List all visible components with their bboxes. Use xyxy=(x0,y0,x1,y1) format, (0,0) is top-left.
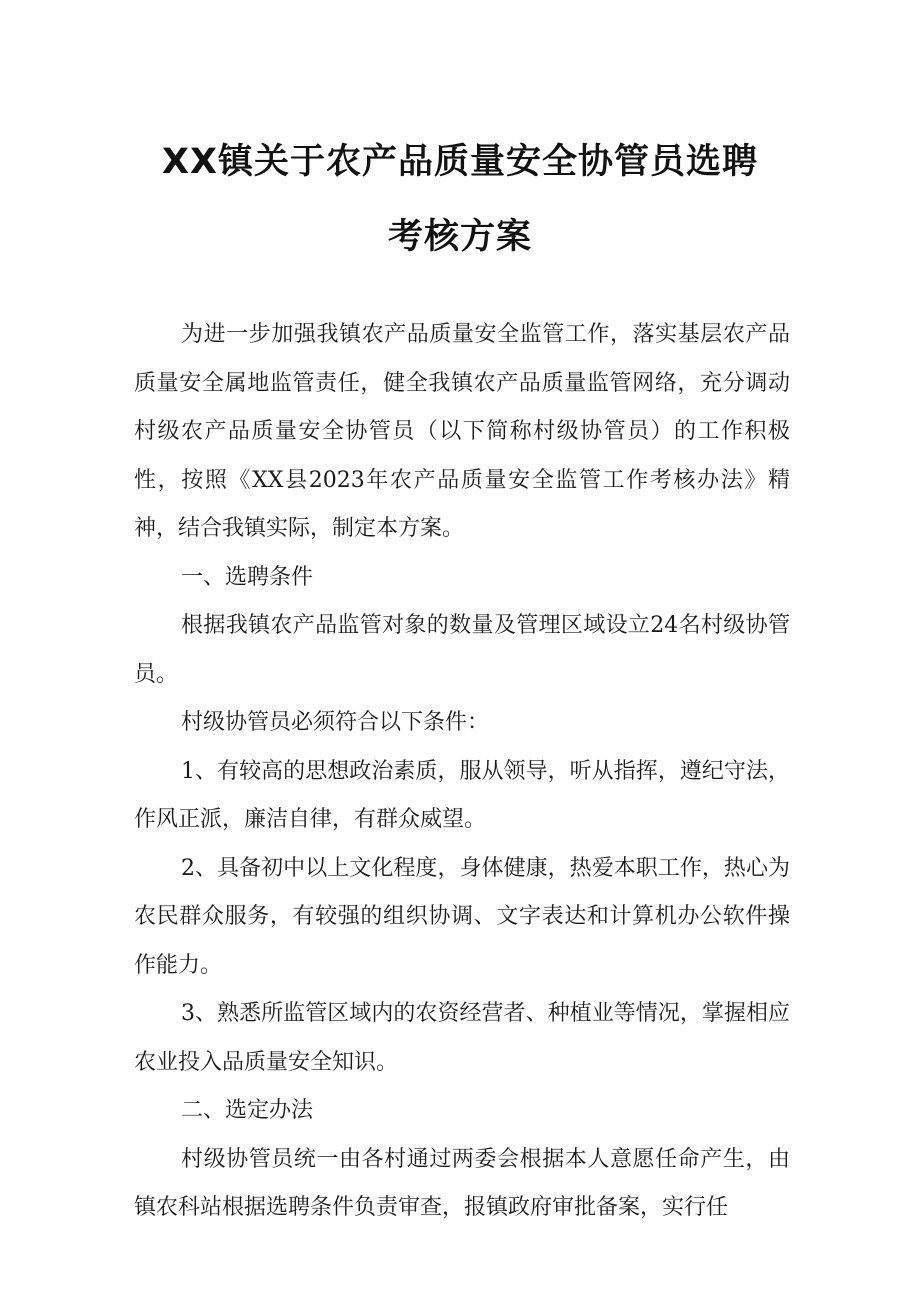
document-title-line-1: XX镇关于农产品质量安全协管员选聘 xyxy=(162,142,758,182)
paragraph-intro: 为进一步加强我镇农产品质量安全监管工作，落实基层农产品质量安全属地监管责任，健全我镇农产品质量监管网络，充分调动村级农产品质量安全协管员（以下简称村级协管员）的工作积极性，按照《XX县2023年农产品质量安全监管工作考核办法》精神，结合我镇实际，制定本方案。 xyxy=(134,322,790,541)
paragraph-selection-method: 村级协管员统一由各村通过两委会根据本人意愿任命产生，由镇农科站根据选聘条件负责审查，报镇政府审批备案，实行任 xyxy=(134,1146,790,1220)
condition-item-1: 1、有较高的思想政治素质，服从领导，听从指挥，遵纪守法，作风正派，廉洁自律，有群众威望。 xyxy=(134,758,790,832)
section-heading-selection-conditions: 一、选聘条件 xyxy=(181,564,314,590)
section-heading-selection-method: 二、选定办法 xyxy=(181,1098,314,1123)
document-title-line-2: 考核方案 xyxy=(387,217,532,257)
paragraph-quota: 根据我镇农产品监管对象的数量及管理区域设立24名村级协管员。 xyxy=(134,613,790,687)
condition-item-3: 3、熟悉所监管区域内的农资经营者、种植业等情况，掌握相应农业投入品质量安全知识。 xyxy=(134,1001,790,1075)
condition-item-2: 2、具备初中以上文化程度，身体健康，热爱本职工作，热心为农民群众服务，有较强的组织协调、文字表达和计算机办公软件操作能力。 xyxy=(134,855,790,978)
document-body xyxy=(134,311,790,1233)
paragraph-conditions-lead: 村级协管员必须符合以下条件： xyxy=(181,710,490,735)
